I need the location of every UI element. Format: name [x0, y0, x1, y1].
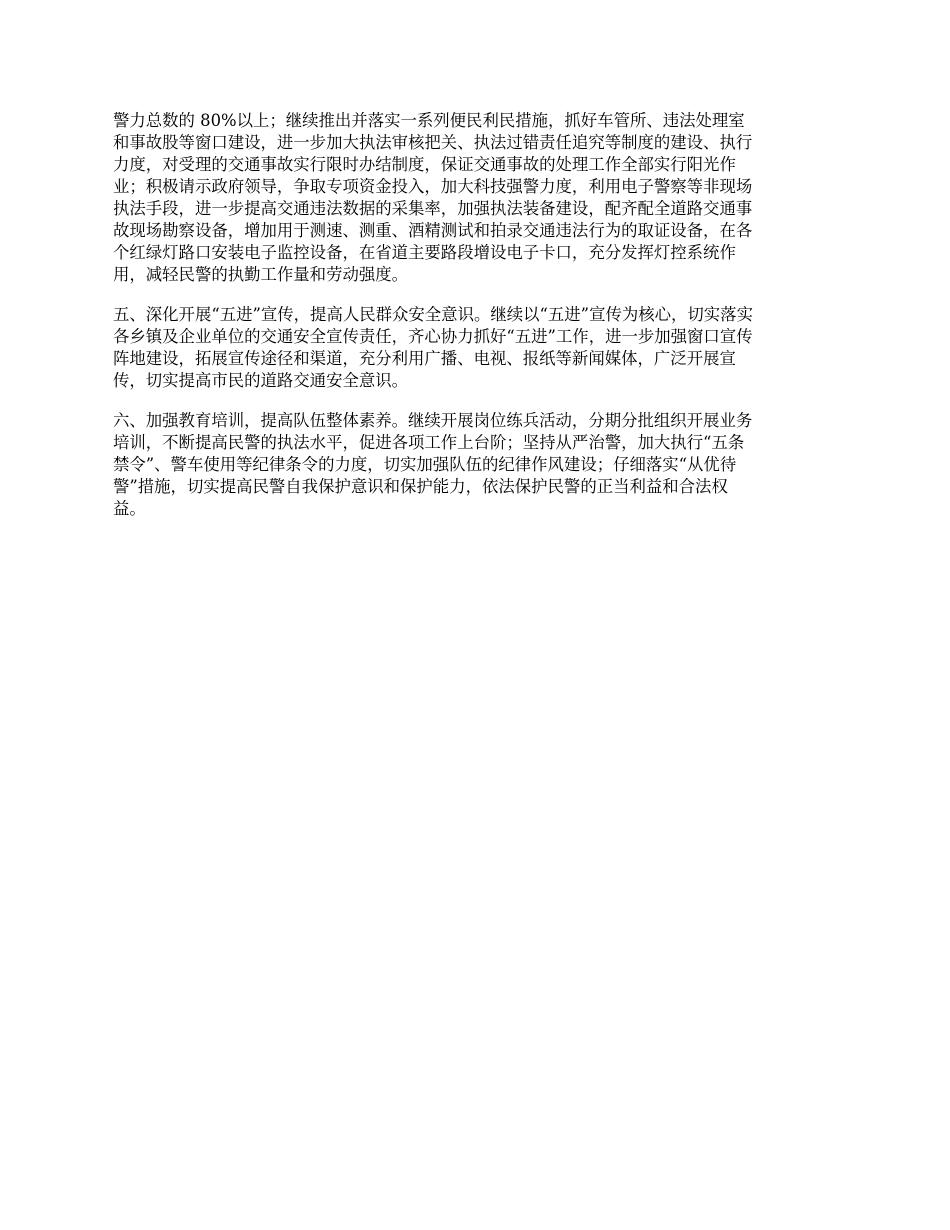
paragraph-section-six	[113, 410, 840, 520]
text-line: 益。	[113, 499, 146, 518]
text-line: 力度，对受理的交通事故实行限时办结制度，保证交通事故的处理工作全部实行阳光作	[113, 155, 736, 174]
text-line: 业；积极请示政府领导，争取专项资金投入，加大科技强警力度，利用电子警察等非现场	[113, 177, 753, 196]
document-body	[113, 110, 840, 538]
text-line: 培训，不断提高民警的执法水平，促进各项工作上台阶；坚持从严治警，加大执行“五条	[113, 433, 745, 452]
text-line: 执法手段，进一步提高交通违法数据的采集率，加强执法装备建设，配齐配全道路交通事	[113, 199, 753, 218]
text-line: 各乡镇及企业单位的交通安全宣传责任，齐心协力抓好“五进”工作，进一步加强窗口宣传	[113, 327, 753, 346]
text-line: 禁令”、警车使用等纪律条令的力度，切实加强队伍的纪律作风建设；仔细落实“从优待	[113, 455, 737, 474]
text-line: 个红绿灯路口安装电子监控设备，在省道主要路段增设电子卡口，充分发挥灯控系统作	[113, 243, 736, 262]
text-line: 六、加强教育培训，提高队伍整体素养。继续开展岗位练兵活动，分期分批组织开展业务	[113, 411, 753, 430]
text-line: 阵地建设，拓展宣传途径和渠道，充分利用广播、电视、报纸等新闻媒体，广泛开展宣	[113, 349, 736, 368]
text-line: 和事故股等窗口建设，进一步加大执法审核把关、执法过错责任追究等制度的建设、执行	[113, 133, 753, 152]
paragraph-section-five	[113, 304, 840, 392]
text-line: 传，切实提高市民的道路交通安全意识。	[113, 371, 409, 390]
text-line: 警”措施，切实提高民警自我保护意识和保护能力，依法保护民警的正当利益和合法权	[113, 477, 728, 496]
paragraph-police-measures	[113, 110, 840, 286]
text-line: 五、深化开展“五进”宣传，提高人民群众安全意识。继续以“五进”宣传为核心，切实落实	[113, 305, 753, 324]
text-line: 故现场勘察设备，增加用于测速、测重、酒精测试和拍录交通违法行为的取证设备，在各	[113, 221, 753, 240]
text-line: 用，减轻民警的执勤工作量和劳动强度。	[113, 265, 409, 284]
text-line: 警力总数的 80%以上；继续推出并落实一系列便民利民措施，抓好车管所、违法处理室	[113, 111, 745, 130]
